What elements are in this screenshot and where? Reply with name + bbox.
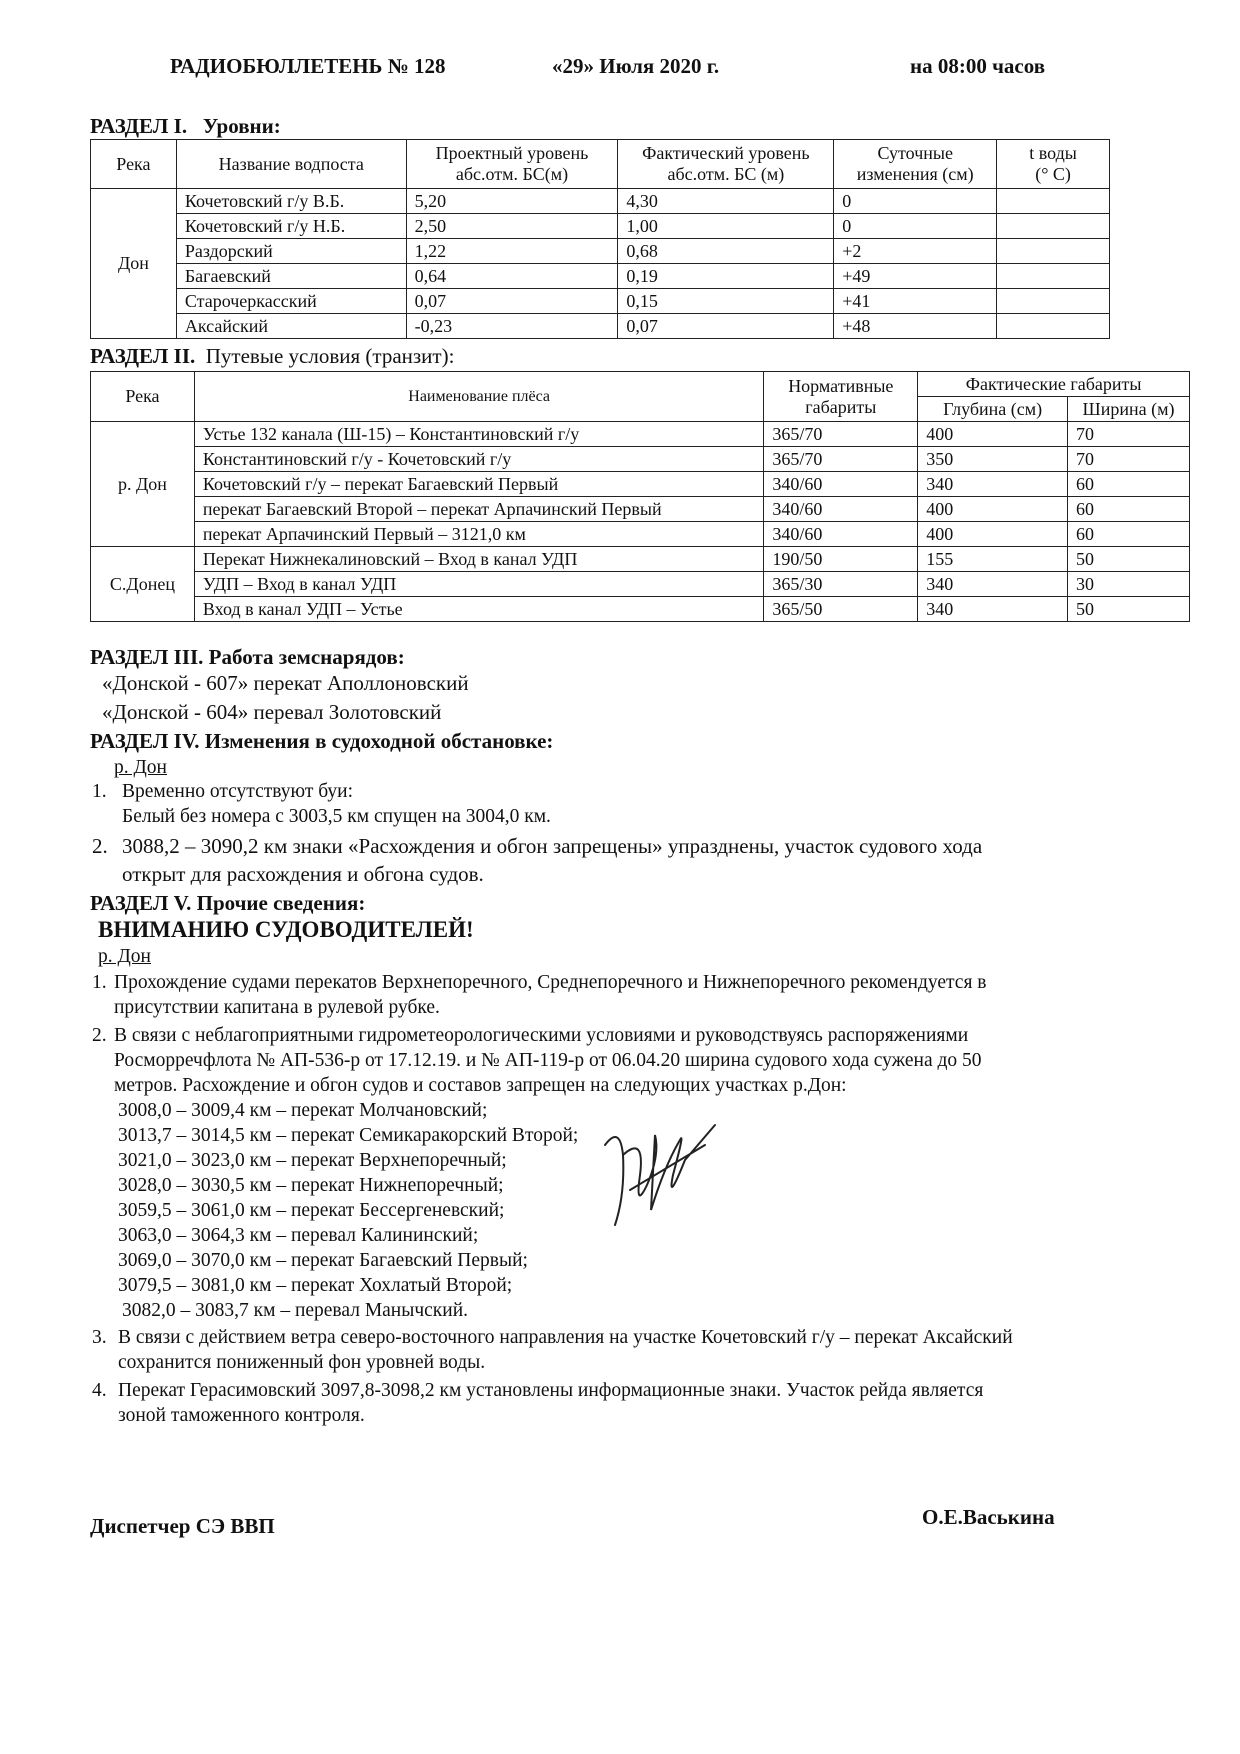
restricted-stretch-item: 3021,0 – 3023,0 км – перекат Верхнепоречный; [118,1150,507,1171]
col-depth: Глубина (см) [918,397,1068,422]
section-1-number: РАЗДЕЛ I. [90,114,188,138]
width-cell: 60 [1068,497,1190,522]
width-cell: 70 [1068,422,1190,447]
stretch-cell: Константиновский г/у - Кочетовский г/у [194,447,764,472]
restricted-stretch-item: 3059,5 – 3061,0 км – перекат Бессергеневский; [118,1200,505,1221]
depth-cell: 400 [918,497,1068,522]
river-cell: Дон [91,189,177,339]
design-cell: 2,50 [406,214,618,239]
change-cell: +41 [834,289,997,314]
section-4-item-1-text: Белый без номера с 3003,5 км спущен на 3004,0 км. [122,806,551,827]
stretch-cell: Вход в канал УДП – Устье [194,597,764,622]
width-cell: 30 [1068,572,1190,597]
col-norm: Нормативные габариты [764,372,918,422]
attention-banner: ВНИМАНИЮ СУДОВОДИТЕЛЕЙ! [98,917,474,942]
table-row [91,239,1110,264]
stretch-cell: УДП – Вход в канал УДП [194,572,764,597]
list-number: 3. [92,1327,107,1348]
depth-cell: 340 [918,572,1068,597]
width-cell: 60 [1068,472,1190,497]
norm-cell: 340/60 [764,497,918,522]
section-5-river: р. Дон [98,946,151,967]
width-cell: 60 [1068,522,1190,547]
norm-cell: 340/60 [764,522,918,547]
design-cell: 1,22 [406,239,618,264]
stretch-cell: перекат Арпачинский Первый – 3121,0 км [194,522,764,547]
norm-cell: 365/30 [764,572,918,597]
change-cell: +49 [834,264,997,289]
restricted-stretch-item: 3028,0 – 3030,5 км – перекат Нижнепоречный; [118,1175,504,1196]
temp-cell [997,264,1110,289]
section-5-item-1-line: присутствии капитана в рулевой рубке. [114,997,440,1018]
temp-cell [997,189,1110,214]
dredger-line: «Донской - 607» перекат Аполлоновский [102,671,469,695]
dispatcher-title: Диспетчер СЭ ВВП [90,1514,275,1538]
post-cell: Кочетовский г/у В.Б. [176,189,406,214]
section-2-heading [90,344,454,369]
section-5-item-3-line: сохранится пониженный фон уровней воды. [118,1352,486,1373]
restricted-stretch-item: 3008,0 – 3009,4 км – перекат Молчановский; [118,1100,488,1121]
col-river: Река [91,372,195,422]
col-post: Название водпоста [176,140,406,189]
col-stretch: Наименование плёса [194,372,764,422]
col-actual-dimensions: Фактические габариты [918,372,1190,397]
section-2-number: РАЗДЕЛ II. [90,344,196,368]
levels-table [90,139,1110,339]
list-number: 2. [92,834,108,858]
design-cell: 5,20 [406,189,618,214]
table-row [91,472,1190,497]
restricted-stretch-item: 3063,0 – 3064,3 км – перевал Калининский; [118,1225,479,1246]
list-number: 1. [92,972,107,993]
section-5-item-3-line: В связи с действием ветра северо-восточного направления на участке Кочетовский г/у – перекат Аксайский [118,1327,1013,1348]
section-4-item-2-line: 3088,2 – 3090,2 км знаки «Расхождения и обгон запрещены» упразднены, участок судового хода [122,834,983,858]
col-river: Река [91,140,177,189]
list-number: 2. [92,1025,107,1046]
col-daily-change: Суточные изменения (см) [834,140,997,189]
section-4-river: р. Дон [114,757,167,778]
table-row [91,522,1190,547]
col-water-temp: t воды (° С) [997,140,1110,189]
section-1-title: Уровни: [202,114,281,138]
stretch-cell: Устье 132 канала (Ш-15) – Константиновский г/у [194,422,764,447]
dredger-line: «Донской - 604» перевал Золотовский [102,700,442,724]
table-row [91,264,1110,289]
table-row [91,189,1110,214]
depth-cell: 400 [918,522,1068,547]
section-1-heading [90,114,281,139]
width-cell: 50 [1068,597,1190,622]
table-row [91,289,1110,314]
section-4-item-2-line: открыт для расхождения и обгона судов. [122,862,484,886]
restricted-stretch-item: 3013,7 – 3014,5 км – перекат Семикаракорский Второй; [118,1125,579,1146]
change-cell: 0 [834,189,997,214]
section-2-title: Путевые условия (транзит): [205,344,455,368]
actual-cell: 0,68 [618,239,834,264]
col-actual-level: Фактический уровень абс.отм. БС (м) [618,140,834,189]
stretch-cell: Перекат Нижнекалиновский – Вход в канал УДП [194,547,764,572]
levels-header-row [91,140,1110,189]
norm-cell: 365/50 [764,597,918,622]
col-design-level: Проектный уровень абс.отм. БС(м) [406,140,618,189]
restricted-stretch-item: 3069,0 – 3070,0 км – перекат Багаевский Первый; [118,1250,528,1271]
section-5-heading: РАЗДЕЛ V. Прочие сведения: [90,891,366,915]
table-row [91,447,1190,472]
bulletin-title: РАДИОБЮЛЛЕТЕНЬ № 128 [170,54,446,78]
change-cell: 0 [834,214,997,239]
signer-name: О.Е.Васькина [922,1505,1055,1529]
section-3-heading: РАЗДЕЛ III. Работа земснарядов: [90,645,405,669]
temp-cell [997,314,1110,339]
actual-cell: 0,07 [618,314,834,339]
table-row [91,572,1190,597]
section-5-item-2-line: Росморречфлота № АП-536-р от 17.12.19. и № АП-119-р от 06.04.20 ширина судового хода сужена до 50 [114,1050,982,1071]
river-cell: р. Дон [91,422,195,547]
table-row [91,497,1190,522]
depth-cell: 340 [918,597,1068,622]
stretch-cell: перекат Багаевский Второй – перекат Арпачинский Первый [194,497,764,522]
col-width: Ширина (м) [1068,397,1190,422]
depth-cell: 155 [918,547,1068,572]
table-row [91,547,1190,572]
bulletin-time: на 08:00 часов [910,54,1046,78]
norm-cell: 365/70 [764,422,918,447]
depth-cell: 400 [918,422,1068,447]
norm-cell: 365/70 [764,447,918,472]
post-cell: Аксайский [176,314,406,339]
norm-cell: 190/50 [764,547,918,572]
change-cell: +2 [834,239,997,264]
table-row [91,314,1110,339]
post-cell: Раздорский [176,239,406,264]
post-cell: Кочетовский г/у Н.Б. [176,214,406,239]
post-cell: Багаевский [176,264,406,289]
temp-cell [997,214,1110,239]
design-cell: -0,23 [406,314,618,339]
river-cell: С.Донец [91,547,195,622]
restricted-stretch-item: 3079,5 – 3081,0 км – перекат Хохлатый Второй; [118,1275,513,1296]
temp-cell [997,239,1110,264]
section-5-item-1-line: Прохождение судами перекатов Верхнепоречного, Среднепоречного и Нижнепоречного рекомендуется в [114,972,987,993]
design-cell: 0,64 [406,264,618,289]
norm-cell: 340/60 [764,472,918,497]
depth-cell: 340 [918,472,1068,497]
list-number: 1. [92,781,107,802]
design-cell: 0,07 [406,289,618,314]
stretch-cell: Кочетовский г/у – перекат Багаевский Первый [194,472,764,497]
width-cell: 70 [1068,447,1190,472]
actual-cell: 4,30 [618,189,834,214]
depth-cell: 350 [918,447,1068,472]
actual-cell: 1,00 [618,214,834,239]
transit-table [90,371,1190,622]
restricted-stretch-item: 3082,0 – 3083,7 км – перевал Манычский. [122,1300,469,1321]
table-row [91,597,1190,622]
section-4-heading: РАЗДЕЛ IV. Изменения в судоходной обстановке: [90,729,554,753]
width-cell: 50 [1068,547,1190,572]
table-row [91,422,1190,447]
signature-image [585,1115,735,1235]
change-cell: +48 [834,314,997,339]
section-5-item-2-line: В связи с неблагоприятными гидрометеорологическими условиями и руководствуясь распоряжениями [114,1025,969,1046]
transit-header-row [91,372,1190,397]
section-5-item-2-line: метров. Расхождение и обгон судов и составов запрещен на следующих участках р.Дон: [114,1075,847,1096]
actual-cell: 0,15 [618,289,834,314]
section-5-item-4-line: Перекат Герасимовский 3097,8-3098,2 км установлены информационные знаки. Участок рейда является [118,1380,984,1401]
section-5-item-4-line: зоной таможенного контроля. [118,1405,365,1426]
bulletin-date: «29» Июля 2020 г. [552,54,720,78]
actual-cell: 0,19 [618,264,834,289]
section-4-item-1-title: Временно отсутствуют буи: [122,781,354,802]
list-number: 4. [92,1380,107,1401]
post-cell: Старочеркасский [176,289,406,314]
temp-cell [997,289,1110,314]
table-row [91,214,1110,239]
